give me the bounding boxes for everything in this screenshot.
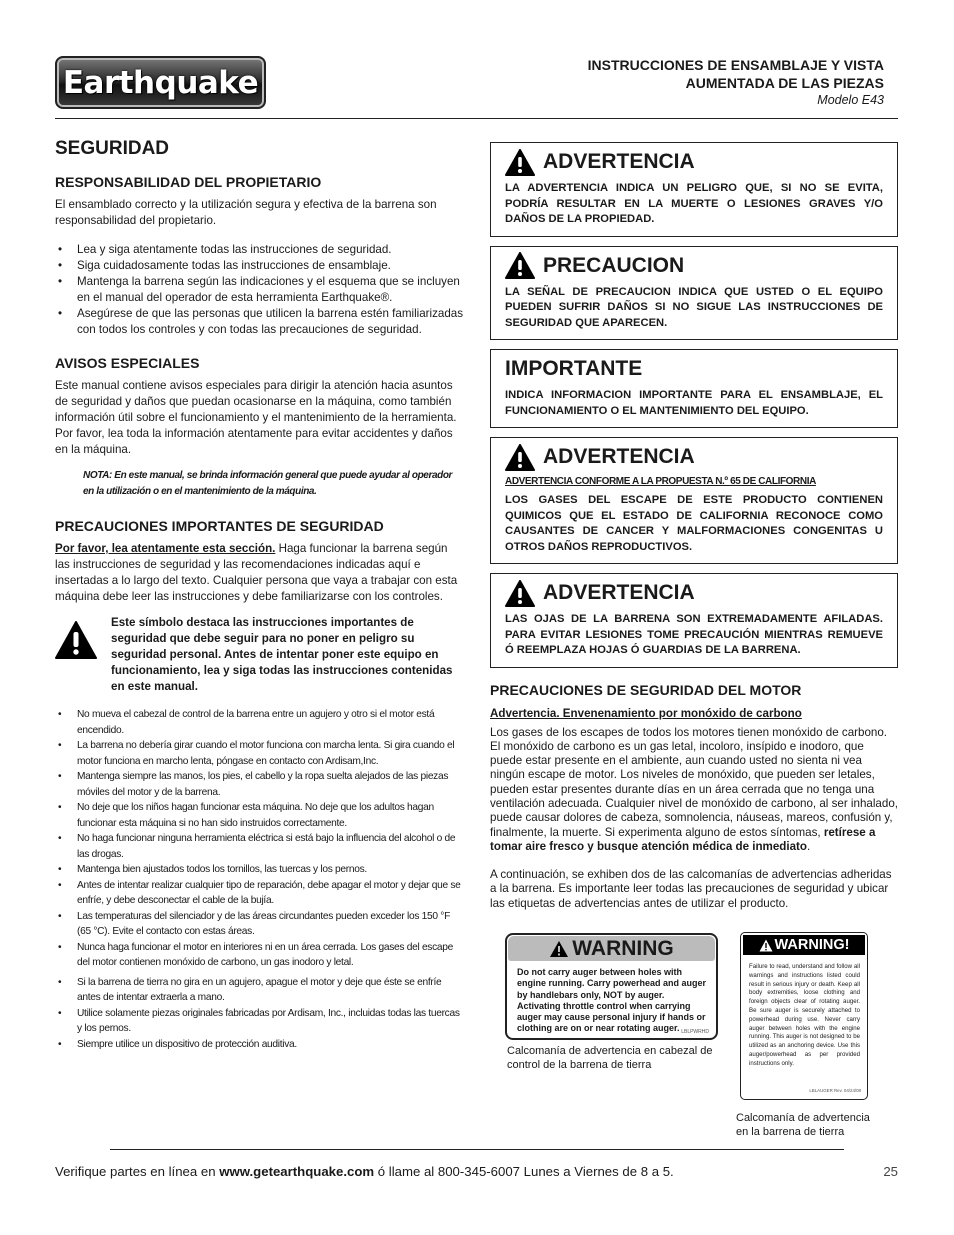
page-number: 25 (883, 1164, 898, 1179)
list-item: • Utilice solamente piezas originales fabricadas por Ardisam, Inc., incluidas todas las tuercas y los pernos. (55, 1006, 465, 1037)
list-item: • Nunca haga funcionar el motor en interiores ni en un área cerrada. Los gases del escape del motor contienen monóxido de carbono, un gas inodoro y letal. (55, 940, 465, 971)
section-title: SEGURIDAD (55, 138, 170, 159)
decals-intro: A continuación, se exhiben dos de las calcomanías de advertencias adheridas a la barrena. Es importante leer todas las precauciones de seguridad y ubicar las etiquetas de advertencias antes de utilizar el producto. (490, 868, 892, 910)
decal-code: LBLPWRHD (681, 1029, 709, 1035)
box-text: LA ADVERTENCIA INDICA UN PELIGRO QUE, SI NO SE EVITA, PODRÍA RESULTAR EN LA MUERTE O LESIONES GRAVES Y/O DAÑOS DE LA PROPIEDAD. (505, 182, 883, 225)
decal-code: LBLAUGER Rev. 04/24/08 (809, 1088, 861, 1093)
list-item: • Antes de intentar realizar cualquier tipo de reparación, debe apagar el motor y dejar que se enfríe, y debe desconectar el cable de la bujía. (55, 878, 465, 909)
warning-triangle-icon (505, 444, 535, 471)
decal-text: Do not carry auger between holes with engine running. Carry powerhead and auger by handlebars only, NOT by auger. Activating throttle control when carrying auger may cause personal injury if hands or clothing are on or near rotating auger. (517, 967, 707, 1034)
list-item: • No haga funcionar ninguna herramienta eléctrica si está bajo la influencia del alcohol o de las drogas. (55, 831, 465, 862)
box-text: LA SEÑAL DE PRECAUCION INDICA QUE USTED O EL EQUIPO PUEDEN SUFRIR DAÑOS SI NO SIGUE LAS INSTRUCCIONES DE SEGURIDAD QUE APARECEN. (505, 285, 883, 329)
footer-url-link[interactable]: www.getearthquake.com (219, 1164, 375, 1179)
header-title-2: AUMENTADA DE LAS PIEZAS (685, 75, 884, 91)
list-item: • Lea y siga atentamente todas las instrucciones de seguridad. (55, 242, 465, 258)
list-item: • Las temperaturas del silenciador y de las áreas circundantes pueden exceder los 150 °F (65 °C). Evite el contacto con estas áreas. (55, 909, 465, 940)
safety-symbol-row (55, 615, 465, 695)
right-column (490, 142, 898, 911)
prec-text: Por favor, lea atentamente esta sección. Haga funcionar la barrena según las instrucciones de seguridad y las recomendaciones indicadas aquí e insertadas a lo largo del texto. Cualquier persona que vaya a trabajar con esta máquina debe leer las instrucciones y debe familiarizarse con los controles. (55, 542, 458, 603)
list-item: • Si la barrena de tierra no gira en un agujero, apague el motor y deje que éste se enfríe antes de intentar extraerla a mano. (55, 975, 465, 1006)
left-column (55, 138, 465, 1052)
warning-triangle-icon (505, 580, 535, 607)
earthquake-logo: Earthquake (55, 56, 266, 109)
warning-triangle-icon (549, 940, 569, 958)
box-text: INDICA INFORMACION IMPORTANTE PARA EL ENSAMBLAJE, EL FUNCIONAMIENTO O EL MANTENIMIENTO DEL EQUIPO. (505, 389, 883, 417)
box-title: ADVERTENCIA (543, 150, 695, 173)
header-title-1: INSTRUCCIONES DE ENSAMBLAJE Y VISTA (587, 57, 884, 73)
warning-triangle-icon (759, 939, 773, 952)
avisos-text: Este manual contiene avisos especiales para dirigir la atención hacia asuntos de seguridad y daños que puedan ocasionarse en la máquina, como también información útil sobre el funcionamiento y el mantenimiento de la herramienta. Por favor, lea toda la información atentamente para evitar accidentes y daños en la máquina. (55, 379, 457, 456)
symbol-text: Este símbolo destaca las instrucciones importantes de seguridad que debe seguir para no poner en peligro su seguridad personal. Antes de intentar poner este equipo en funcionamiento, lea y siga todas las instrucciones contenidas en este manual. (111, 616, 453, 693)
resp-list (55, 242, 465, 338)
importante-box (490, 349, 898, 428)
decal1-caption: Calcomanía de advertencia en cabezal de control de la barrena de tierra (507, 1045, 713, 1071)
list-item: • Asegúrese de que las personas que utilicen la barrena estén familiarizadas con todos los controles y con todas las precauciones de seguridad. (55, 306, 465, 338)
resp-text: El ensamblado correcto y la utilización segura y efectiva de la barrena son responsabilidad del propietario. (55, 198, 437, 227)
note-text: NOTA: En este manual, se brinda información general que puede ayudar al operador en la utilización o en el mantenimiento de la máquina. (83, 470, 453, 497)
resp-heading: RESPONSABILIDAD DEL PROPIETARIO (55, 174, 322, 190)
prop65-subtitle: ADVERTENCIA CONFORME A LA PROPUESTA N.º 65 DE CALIFORNIA (505, 476, 816, 487)
motor-subtitle: Advertencia. Envenenamiento por monóxido de carbono (490, 706, 802, 720)
blades-warning-box (490, 573, 898, 668)
warning-triangle-icon (55, 615, 111, 695)
list-item: • Mantenga la barrena según las indicaciones y el esquema que se incluyen en el manual del operador de esta herramienta Earthquake®. (55, 274, 465, 306)
footer-text: Verifique partes en línea en www.getearthquake.com ó llame al 800-345-6007 Lunes a Viernes de 8 a 5. (55, 1164, 674, 1179)
list-item: • Mantenga bien ajustados todos los tornillos, las tuercas y los pernos. (55, 862, 465, 878)
header-model: Modelo E43 (817, 93, 884, 107)
safety-list-a (55, 707, 465, 971)
box-text: LAS OJAS DE LA BARRENA SON EXTREMADAMENTE AFILADAS. PARA EVITAR LESIONES TOME PRECAUCIÓN MIENTRAS REMUEVE Ó REEMPLAZA HOJAS Ó GUARDIAS DE LA BARRENA. (505, 613, 883, 656)
box-title: ADVERTENCIA (543, 581, 695, 604)
safety-list-b (55, 975, 465, 1053)
header-rule (55, 118, 898, 119)
prec-lead: Por favor, lea atentamente esta sección. (55, 542, 276, 555)
motor-text: Los gases de los escapes de todos los motores tienen monóxido de carbono. El monóxido de carbono es un gas letal, incoloro, insípido e inodoro, que puede estar presente en el ambiente, aun cuando usted no sienta ni vea ningún escape de motor. Los niveles de monóxido, que pueden ser letales, pueden estar presentes durante días en un área cerrada que no tenga una ventilación adecuada. Cualquier nivel de monóxido de carbono, al ser inhalado, puede causar dolores de cabeza, somnolencia, náuseas, mareos, confusión y, finalmente, la muerte. Si experimenta alguno de estos síntomas, retírese a tomar aire fresco y busque atención médica de inmediato. (490, 725, 898, 853)
warning-triangle-icon (505, 252, 535, 279)
box-title: ADVERTENCIA (543, 445, 695, 468)
motor-heading: PRECAUCIONES DE SEGURIDAD DEL MOTOR (490, 681, 802, 698)
avisos-heading: AVISOS ESPECIALES (55, 355, 200, 371)
precaucion-box (490, 246, 898, 341)
advertencia-box (490, 142, 898, 237)
prec-heading: PRECAUCIONES IMPORTANTES DE SEGURIDAD (55, 518, 384, 534)
list-item: • Siempre utilice un dispositivo de protección auditiva. (55, 1037, 465, 1053)
prop65-box (490, 437, 898, 564)
box-text: LOS GASES DEL ESCAPE DE ESTE PRODUCTO CONTIENEN QUIMICOS QUE EL ESTADO DE CALIFORNIA RECONOCE COMO CAUSANTES DE CANCER Y MALFORMACIONES CONGENITAS U OTROS DAÑOS REPRODUCTIVOS. (505, 494, 883, 553)
box-title: PRECAUCION (543, 253, 685, 277)
powerhead-warning-decal (505, 933, 718, 1040)
decal2-caption: Calcomanía de advertencia en la barrena de tierra (736, 1112, 870, 1138)
list-item: • No deje que los niños hagan funcionar esta máquina. No deje que los adultos hagan funcionar esta máquina si no han sido instruidos correctamente. (55, 800, 465, 831)
list-item: • Mantenga siempre las manos, los pies, el cabello y la ropa suelta alejados de las piezas móviles del motor y de la barrena. (55, 769, 465, 800)
decal-text: Failure to read, understand and follow all warnings and instructions listed could result in serious injury or death. Keep all body extremities, loose clothing and foreign objects clear of rotating auger. Be sure auger is securely attached to powerhead during use. Never carry auger between holes with the engine running. This auger is not designed to be utilized as an anchoring device. Use this auger/powerhead as per provided instructions only. (749, 963, 860, 1067)
warning-triangle-icon (505, 149, 535, 176)
decal-header: WARNING! (774, 937, 850, 953)
box-title: IMPORTANTE (505, 357, 643, 380)
decal-header: WARNING (572, 936, 674, 960)
document-header (588, 56, 884, 108)
list-item: • No mueva el cabezal de control de la barrena entre un agujero y otro si el motor está encendido. (55, 707, 465, 738)
auger-warning-decal (740, 932, 868, 1100)
list-item: • La barrena no debería girar cuando el motor funciona con marcha lenta. Si gira cuando el motor funciona en marcho lenta, póngase en contacto con Ardisam,Inc. (55, 738, 465, 769)
list-item: • Siga cuidadosamente todas las instrucciones de ensamblaje. (55, 258, 465, 274)
footer-rule (110, 1149, 844, 1150)
